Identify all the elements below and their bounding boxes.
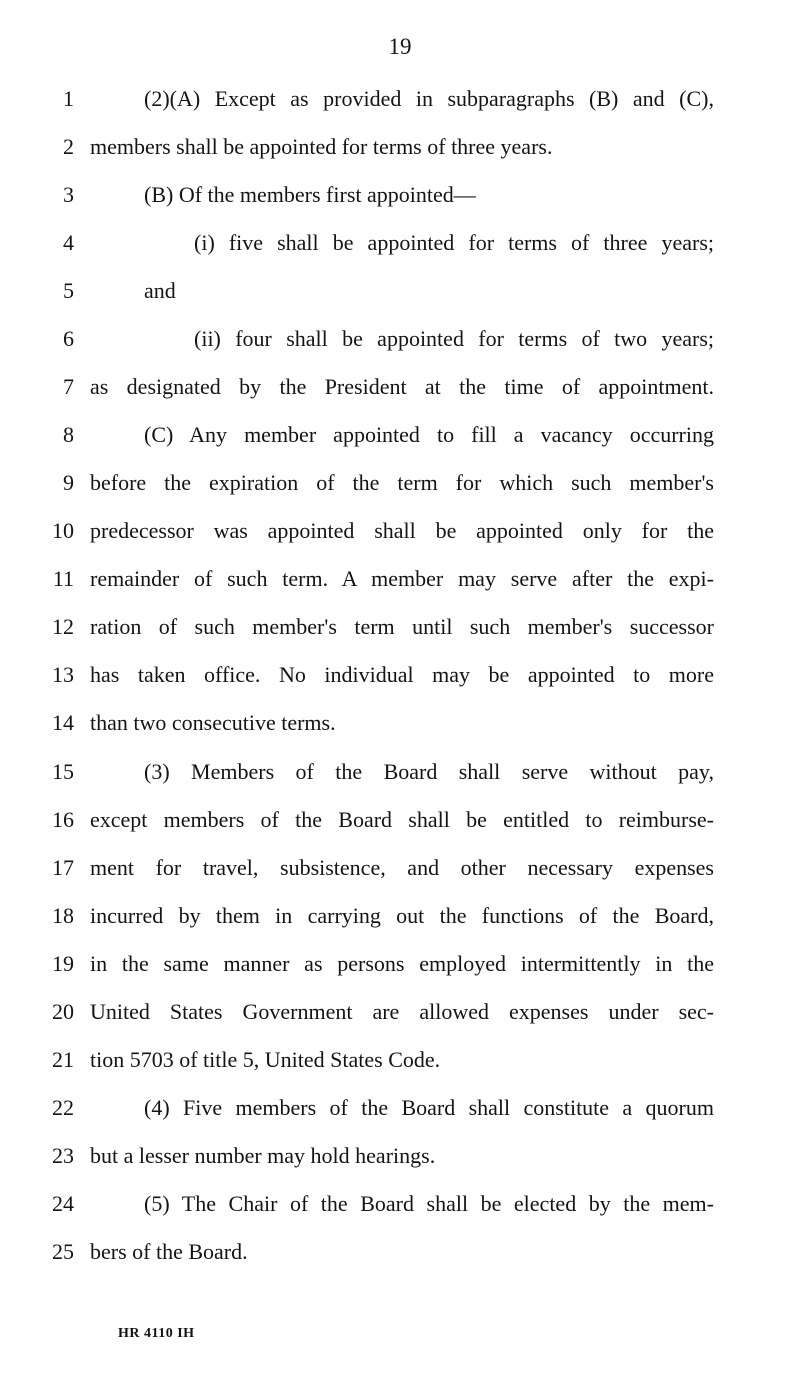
line-number: 13 — [52, 662, 74, 687]
text-line — [0, 228, 800, 276]
line-text: has taken office. No individual may be appointed to more — [90, 662, 714, 687]
text-line — [0, 420, 800, 468]
line-number: 18 — [52, 903, 74, 928]
line-text: bers of the Board. — [90, 1239, 248, 1264]
line-text: except members of the Board shall be entitled to reimburse- — [90, 807, 714, 832]
text-line — [0, 708, 800, 756]
text-line — [0, 84, 800, 132]
line-number: 20 — [52, 999, 74, 1024]
page-number: 19 — [388, 34, 412, 59]
line-number: 25 — [52, 1239, 74, 1264]
line-text: ment for travel, subsistence, and other necessary expenses — [90, 855, 714, 880]
line-text: (ii) four shall be appointed for terms of two years; — [194, 326, 714, 351]
bill-identifier: HR 4110 IH — [118, 1326, 195, 1341]
line-number: 8 — [63, 422, 74, 447]
text-line — [0, 180, 800, 228]
text-line — [0, 612, 800, 660]
line-text: (5) The Chair of the Board shall be elected by the mem- — [144, 1191, 714, 1216]
text-line — [0, 1093, 800, 1141]
line-number: 24 — [52, 1191, 74, 1216]
line-number: 11 — [52, 566, 74, 591]
text-line — [0, 564, 800, 612]
line-number: 3 — [63, 182, 74, 207]
line-number: 17 — [52, 855, 74, 880]
line-number: 16 — [52, 807, 74, 832]
line-text: remainder of such term. A member may serve after the expi- — [90, 566, 714, 591]
line-text: (i) five shall be appointed for terms of three years; — [194, 230, 714, 255]
line-number: 22 — [52, 1095, 74, 1120]
text-line — [0, 132, 800, 180]
text-line — [0, 853, 800, 901]
line-text: predecessor was appointed shall be appointed only for the — [90, 518, 714, 543]
text-line — [0, 372, 800, 420]
text-line — [0, 1189, 800, 1237]
line-text: before the expiration of the term for which such member's — [90, 470, 714, 495]
text-line — [0, 757, 800, 805]
line-number: 19 — [52, 951, 74, 976]
line-number: 10 — [52, 518, 74, 543]
text-line — [0, 805, 800, 853]
line-number: 7 — [63, 374, 74, 399]
text-line — [0, 901, 800, 949]
text-line — [0, 660, 800, 708]
line-text: tion 5703 of title 5, United States Code. — [90, 1047, 441, 1072]
text-line — [0, 276, 800, 324]
text-line — [0, 1045, 800, 1093]
line-text: (4) Five members of the Board shall constitute a quorum — [144, 1095, 714, 1120]
line-text: members shall be appointed for terms of three years. — [90, 134, 553, 159]
line-text: as designated by the President at the time of appointment. — [90, 374, 714, 399]
line-number: 4 — [63, 230, 74, 255]
line-text: than two consecutive terms. — [90, 710, 336, 735]
text-line — [0, 1237, 800, 1285]
line-number: 1 — [63, 86, 74, 111]
text-line — [0, 516, 800, 564]
line-text: incurred by them in carrying out the functions of the Board, — [90, 903, 714, 928]
text-line — [0, 1141, 800, 1189]
line-text: (C) Any member appointed to fill a vacancy occurring — [144, 422, 714, 447]
line-text: and — [144, 278, 176, 303]
line-text: but a lesser number may hold hearings. — [90, 1143, 436, 1168]
text-line — [0, 949, 800, 997]
text-line — [0, 468, 800, 516]
line-number: 2 — [63, 134, 74, 159]
line-number: 5 — [63, 278, 74, 303]
line-text: ration of such member's term until such member's successor — [90, 614, 714, 639]
text-line — [0, 997, 800, 1045]
line-number: 21 — [52, 1047, 74, 1072]
line-number: 12 — [52, 614, 74, 639]
line-number: 23 — [52, 1143, 74, 1168]
line-text: in the same manner as persons employed intermittently in the — [90, 951, 714, 976]
line-text: United States Government are allowed expenses under sec- — [90, 999, 714, 1024]
line-text: (B) Of the members first appointed— — [144, 182, 476, 207]
text-line — [0, 324, 800, 372]
line-number: 14 — [52, 710, 74, 735]
line-text: (2)(A) Except as provided in subparagraphs (B) and (C), — [144, 86, 714, 111]
line-number: 9 — [63, 470, 74, 495]
line-number: 6 — [63, 326, 74, 351]
line-number: 15 — [52, 759, 74, 784]
line-text: (3) Members of the Board shall serve without pay, — [144, 759, 714, 784]
